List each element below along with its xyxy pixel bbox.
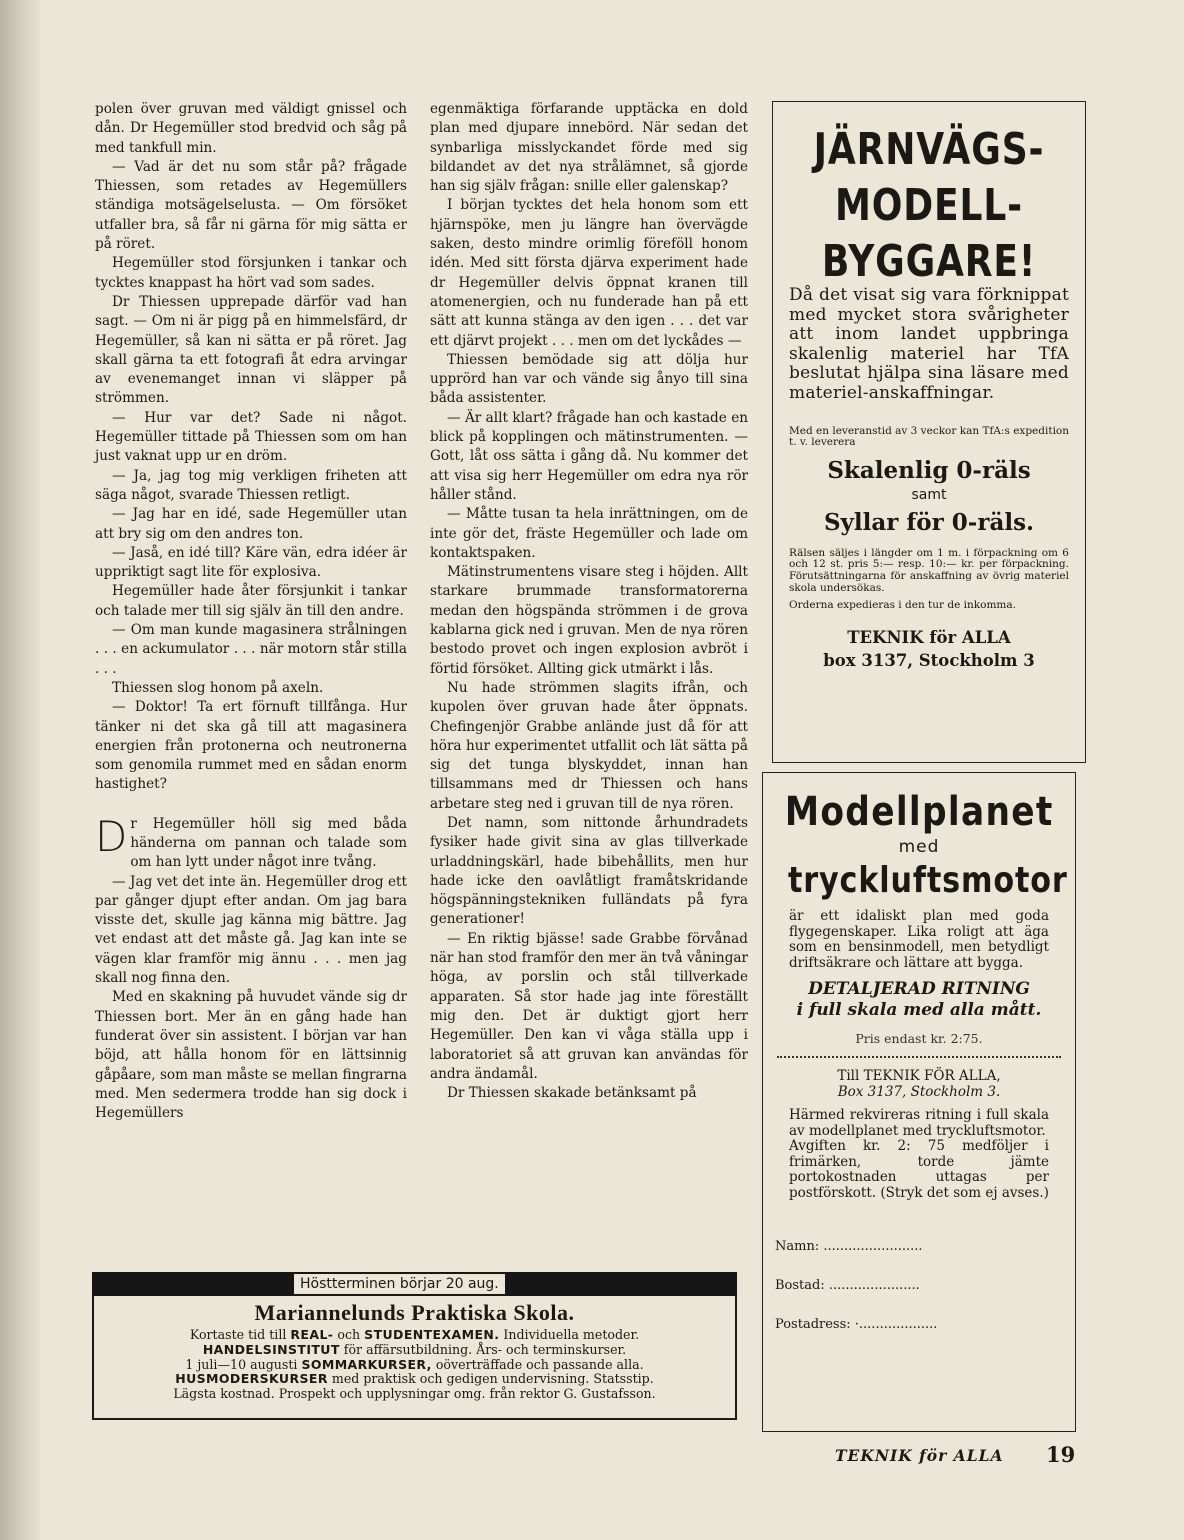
paragraph: — Vad är det nu som står på? frågade Thiessen, som retades av Hegemüllers ständiga motsägelselusta. — Om försöket utfaller bra, så får ni gärna för mig sätta er på röret. bbox=[95, 158, 407, 253]
ad-headline: Modellplanet bbox=[784, 789, 1054, 835]
paragraph: — Jaså, en idé till? Käre vän, edra idéer är uppriktigt sagt lite för explosiva. bbox=[95, 544, 407, 581]
ad-samt: samt bbox=[911, 486, 947, 503]
ad-sender-name: TEKNIK för ALLA bbox=[847, 627, 1011, 647]
ad-order-note: Orderna expedieras i den tur de inkomma. bbox=[789, 599, 1016, 612]
paragraph: — Jag har en idé, sade Hegemüller utan att bry sig om den andres ton. bbox=[95, 506, 407, 542]
paragraph: Thiessen slog honom på axeln. bbox=[112, 679, 324, 696]
paragraph: Dr Thiessen upprepade därför vad han sagt. — Om ni är pigg på en himmelsfärd, dr Hegemüller, så kan ni sätta er på röret. Jag skall gärna ta ett fotografi åt edra arvingar av evenemanget innan vi släpper på strömmen. bbox=[95, 293, 407, 407]
paragraph: — Om man kunde magasinera strålningen . . . en ackumulator . . . när motorn står stilla . . . bbox=[95, 622, 407, 677]
ad-line-4: HUSMODERSKURSER med praktisk och gedigen undervisning. Statsstip. bbox=[175, 1371, 654, 1387]
article-column-1 bbox=[95, 100, 407, 1123]
ad-drawing-title: DETALJERAD RITNING bbox=[808, 979, 1030, 999]
address-field[interactable]: Bostad: ...................... bbox=[775, 1278, 920, 1293]
paragraph: Hegemüller stod försjunken i tankar och tycktes knappast ha hört vad som sades. bbox=[95, 255, 407, 291]
order-address: Box 3137, Stockholm 3. bbox=[837, 1084, 1001, 1100]
paragraph: Med en skakning på huvudet vände sig dr Thiessen bort. Mer än en gång hade han funderat över sin assistent. I början var han böjd, att hålla honom för en lättsinnig gåpåare, som man måste se mellan fingrarna med. Men sedermera trodde han sig dock i Hegemüllers bbox=[95, 989, 407, 1122]
paragraph: Mätinstrumentens visare steg i höjden. Allt starkare brummade transformatorerna medan den högspända strömmen i de grova kablarna gick ned i gruvan. Men de nya rören bestodo provet och ingen explosion avbröt i förtid försöket. Allting gick utmärkt i lås. bbox=[430, 564, 748, 677]
ad-headline-3: BYGGARE! bbox=[821, 236, 1037, 287]
paragraph: Nu hade strömmen slagits ifrån, och kupolen över gruvan hade åter öppnats. Chefingenjör Grabbe anlände just då för att höra hur experimentet utfallit och lät sätta på sig det tunga blyskyddet, innan han tillsammans med dr Thiessen och hans arbetare steg ned i gruvan till de nya rören. bbox=[430, 679, 748, 812]
product-rails: Skalenlig 0-räls bbox=[827, 456, 1031, 484]
ad-pricing: Rälsen säljes i längder om 1 m. i förpackning om 6 och 12 st. pris 5:— resp. 10:— kr. per förpackning. Förutsättningarna för anskaffning av övrig materiel skola undersökas. bbox=[789, 546, 1069, 594]
rail-model-ad bbox=[772, 101, 1086, 763]
ad-drawing-subtitle: i full skala med alla mått. bbox=[796, 1000, 1042, 1020]
drop-cap: D bbox=[95, 811, 128, 861]
dotted-divider bbox=[777, 1056, 1061, 1058]
order-recipient: Till TEKNIK FÖR ALLA, bbox=[837, 1068, 1001, 1084]
binding-spine bbox=[0, 0, 40, 1540]
paragraph: — Hur var det? Sade ni något. Hegemüller tittade på Thiessen som om han just vaknat upp ur en dröm. bbox=[95, 409, 407, 465]
paragraph: polen över gruvan med väldigt gnissel och dån. Dr Hegemüller stod bredvid och såg på med tankfull min. bbox=[95, 101, 407, 156]
ad-note: Med en leveranstid av 3 veckor kan TfA:s expedition t. v. leverera bbox=[789, 424, 1070, 449]
paragraph: — En riktig bjässe! sade Grabbe förvånad när han stod framför den mer än två våningar höga, av porslin och stål tillverkade apparaten. Så stor hade jag inte föreställt mig den. Det är duktigt gjort herr Hegemüller. Den kan vi våga ställa upp i laboratoriet så att gruvan kan användas för andra ändamål. bbox=[430, 930, 748, 1082]
paragraph: I början tycktes det hela honom som ett hjärnspöke, men ju längre han övervägde saken, desto mindre orimlig föreföll honom idén. Med sitt första djärva experiment hade dr Hegemüller delvis öppnat kranen till atomenergien, och nu funderade han på ett sätt att kunna stänga av den igen . . . det var ett djärvt projekt . . . men om det lyckådes — bbox=[430, 197, 748, 349]
order-fee: Avgiften kr. 2: 75 medföljer i frimärken, torde jämte portokostnaden uttagas per postförskott. (Stryk det som ej avses.) bbox=[789, 1138, 1049, 1201]
paragraph: — Ja, jag tog mig verkligen friheten att säga något, svarade Thiessen retligt. bbox=[95, 467, 407, 503]
ad-subheadline: tryckluftsmotor bbox=[787, 860, 1068, 901]
ad-frame bbox=[92, 1296, 737, 1420]
product-sleepers: Syllar för 0-räls. bbox=[823, 508, 1035, 536]
paragraph: — Är allt klart? frågade han och kastade en blick på kopplingen och mätinstrumenten. — Gott, låt oss sätta i gång då. Nu kommer det att visa sig herr Hegemüller om edra nya rör håller stånd. bbox=[430, 409, 748, 503]
ad-headline-1: JÄRNVÄGS- bbox=[813, 124, 1045, 175]
name-field[interactable]: Namn: ........................ bbox=[775, 1239, 923, 1254]
order-text: Härmed rekvireras ritning i full skala av modellplanet med tryckluftsmotor. bbox=[789, 1107, 1049, 1139]
magazine-footer: TEKNIK för ALLA bbox=[835, 1446, 1004, 1465]
paragraph: egenmäktiga förfarande upptäcka en dold plan med djupare innebörd. När sedan det synbarliga misslyckandet förde med sig bildandet av det nya strålämnet, så gjorde han sig själv frågan: snille eller galenskap? bbox=[430, 101, 748, 195]
page-number: 19 bbox=[1046, 1442, 1076, 1467]
ad-lines bbox=[94, 1328, 735, 1402]
section-start-paragraph bbox=[95, 811, 407, 873]
paragraph-text: r Hegemüller höll sig med båda händerna om pannan och talade som om han lytt under något inre tvång. bbox=[130, 815, 407, 871]
ad-banner-label: Höstterminen börjar 20 aug. bbox=[294, 1274, 505, 1294]
ad-headline-2: MODELL- bbox=[835, 180, 1023, 231]
ad-body: Då det visat sig vara förknippat med mycket stora svårigheter att inom landet uppbringa skalenlig materiel har TfA beslutat hjälpa sina läsare med materiel-anskaffningar. bbox=[789, 285, 1069, 403]
ad-body: är ett idaliskt plan med goda flygegenskaper. Lika roligt att äga som en bensinmodell, men betydligt driftsäkrare och lättare att bygga. bbox=[789, 908, 1049, 971]
paragraph: Det namn, som nittonde århundradets fysiker hade givit sina av glas tillverkade urladdningskärl, hade bibehållits, men hur hade icke den oavlåtligt framåtskridande högspänningstekniken fulländats på fyra generationer! bbox=[430, 814, 748, 928]
paragraph: Thiessen bemödade sig att dölja hur upprörd han var och vände sig ånyo till sina båda assistenter. bbox=[430, 351, 748, 407]
ad-line-2: HANDELSINSTITUT för affärsutbildning. Års- och terminskurser. bbox=[202, 1341, 627, 1357]
model-plane-ad bbox=[762, 772, 1076, 1432]
article-column-2 bbox=[430, 100, 748, 1103]
school-name: Mariannelunds Praktiska Skola. bbox=[254, 1300, 575, 1325]
paragraph: — Doktor! Ta ert förnuft tillfånga. Hur tänker ni det ska gå till att magasinera energien från protonerna och neutronerna som genomila rummet med en sådan enorm hastighet? bbox=[95, 699, 407, 793]
paragraph: Dr Thiessen skakade betänksamt på bbox=[447, 1085, 697, 1102]
ad-med: med bbox=[898, 837, 940, 857]
paragraph: Hegemüller hade åter försjunkit i tankar och talade mer till sig själv än till den andre. bbox=[95, 583, 407, 619]
ad-line-3: 1 juli—10 augusti SOMMARKURSER, oöverträffade och passande alla. bbox=[185, 1356, 644, 1372]
ad-price: Pris endast kr. 2:75. bbox=[855, 1031, 983, 1046]
ad-line-1: Kortaste tid till REAL- och STUDENTEXAMEN. Individuella metoder. bbox=[189, 1327, 640, 1342]
postal-address-field[interactable]: Postadress: ·................... bbox=[775, 1317, 938, 1332]
ad-line-5: Lägsta kostnad. Prospekt och upplysningar omg. från rektor G. Gustafsson. bbox=[173, 1386, 656, 1402]
ad-banner-bar bbox=[92, 1272, 737, 1296]
school-ad bbox=[92, 1272, 737, 1420]
paragraph: — Måtte tusan ta hela inrättningen, om de inte gör det, fräste Hegemüller och lade om kontaktspaken. bbox=[430, 506, 748, 561]
ad-sender-address: box 3137, Stockholm 3 bbox=[823, 650, 1035, 670]
paragraph: — Jag vet det inte än. Hegemüller drog ett par gånger djupt efter andan. Om jag bara visste det, skulle jag känna mig bättre. Jag vet endast att det måste gå. Jag kan inte se vägen klar framför mig ännu . . . men jag skall nog finna den. bbox=[95, 873, 407, 987]
